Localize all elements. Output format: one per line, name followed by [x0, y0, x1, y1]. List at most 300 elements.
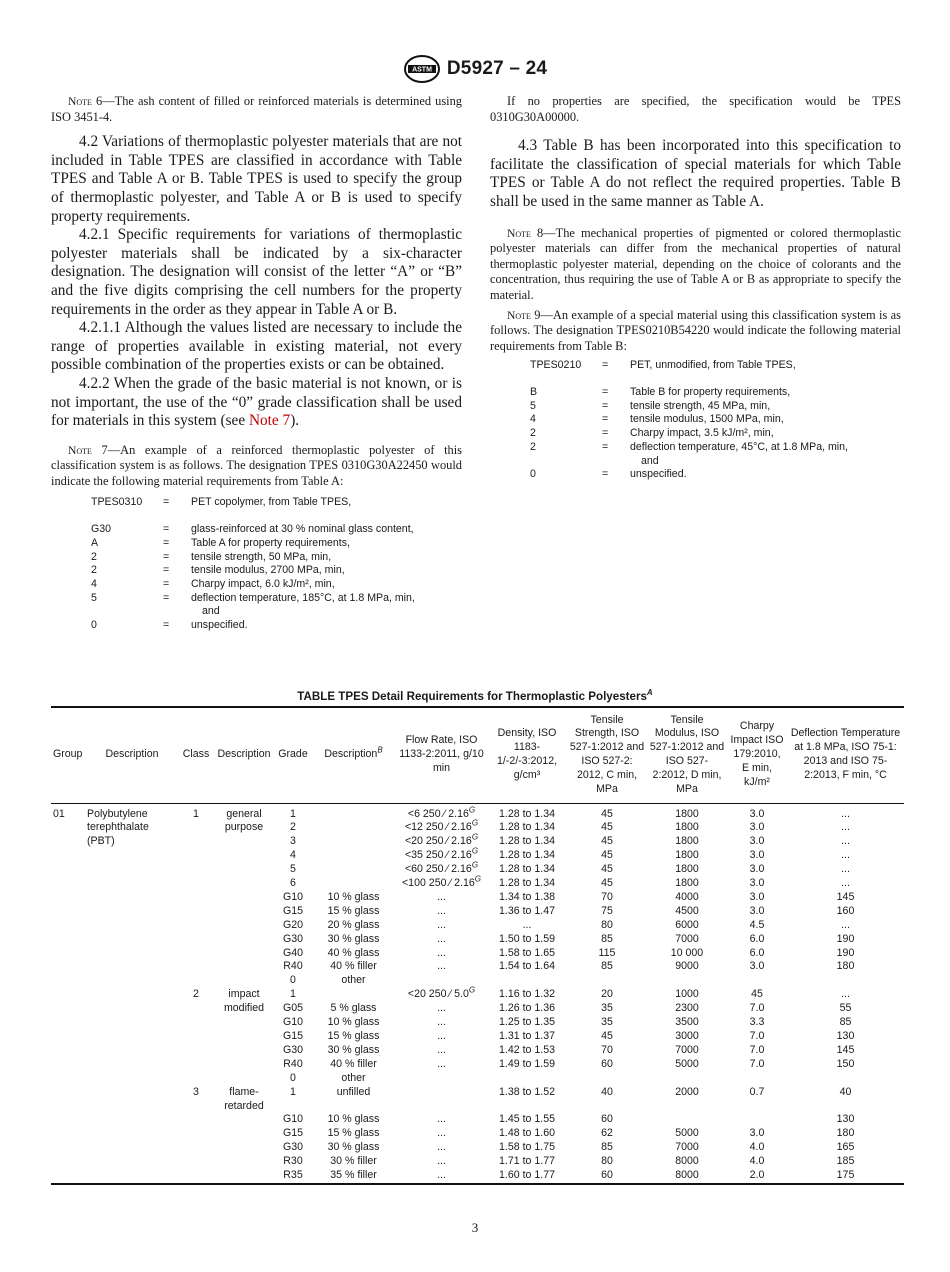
designation-row: and: [202, 605, 220, 618]
cell-grade: [275, 1100, 311, 1114]
cell-flow-rate: ...: [437, 1016, 446, 1029]
cell-tensile-strength: 70: [601, 890, 613, 903]
col-header-charpy-impact: Charpy Impact ISO 179:2010, E min, kJ/m²: [730, 720, 784, 789]
cell-grade: 1: [290, 988, 296, 1001]
cell-tensile-strength: 85: [601, 960, 613, 973]
cell-grade-description: unfilled: [336, 1085, 371, 1098]
col-header-group: Group: [53, 748, 83, 761]
cell-group: [51, 1072, 85, 1086]
note-9: Note 9—An example of a special material using this classification system is as follows. The designation TPES0210B54220 would indicate the following material requirements from Table B:: [490, 307, 901, 353]
cell-class: [179, 849, 213, 863]
cell-class: [179, 1016, 213, 1030]
cell-deflection-temperature: 55: [839, 1002, 852, 1015]
cell-class-description: [213, 1058, 275, 1072]
cell-flow-rate: ...: [437, 1057, 446, 1070]
cell-tensile-strength: 45: [601, 835, 613, 848]
cell-class: 2: [193, 988, 199, 1001]
cell-density: 1.31 to 1.37: [499, 1030, 555, 1042]
cell-group: [51, 947, 85, 961]
cell-group-description: [85, 1030, 179, 1044]
cell-tensile-modulus: 1800: [675, 849, 699, 862]
cell-density: [487, 1100, 567, 1114]
cell-tensile-strength: 45: [601, 1030, 613, 1042]
cell-tensile-strength: 40: [601, 1085, 613, 1098]
cell-class: [179, 835, 213, 849]
cell-class-description: modified: [223, 1002, 265, 1015]
section-4-2-2: 4.2.2 When the grade of the basic material is not known, or is not important, the use of the “0” grade classification shall be used for materials in this system (see Note 7).: [51, 374, 462, 430]
cell-charpy-impact: 3.3: [749, 1016, 765, 1029]
cell-flow-rate: <12 250 ⁄ $2.16^G$: [404, 818, 479, 834]
designation-list-b: [490, 359, 901, 482]
cell-flow-rate: ...: [437, 960, 446, 973]
col-header-grade-description: Description$^B$: [324, 745, 383, 761]
cell-group: [51, 988, 85, 1002]
cell-group-description: (PBT): [87, 835, 115, 848]
cell-tensile-strength: 80: [601, 1155, 613, 1168]
cell-class: [179, 947, 213, 961]
cell-density: 1.28 to 1.34: [499, 877, 555, 890]
designation-row: 0 = unspecified.: [530, 468, 687, 481]
cell-class: [179, 1044, 213, 1058]
cell-flow-rate: ...: [437, 890, 446, 903]
cell-group-description: [85, 933, 179, 947]
cell-group-description: terephthalate: [87, 821, 149, 834]
cell-tensile-modulus: 8000: [675, 1169, 699, 1182]
cell-deflection-temperature: 145: [836, 890, 855, 903]
cell-density: 1.48 to 1.60: [499, 1127, 555, 1140]
cell-group-description: [85, 891, 179, 905]
col-header-grade: Grade: [278, 748, 308, 761]
cell-group: 01: [53, 807, 65, 820]
cell-deflection-temperature: 145: [836, 1043, 855, 1056]
cell-group: [51, 1141, 85, 1155]
cell-class: [179, 821, 213, 835]
table-row: [51, 1002, 904, 1016]
cell-deflection-temperature: ...: [841, 877, 850, 890]
cell-density: 1.71 to 1.77: [499, 1155, 555, 1168]
table-row: [51, 1169, 904, 1184]
cell-tensile-modulus: 1800: [675, 835, 699, 848]
cell-class: [179, 905, 213, 919]
cell-density: 1.28 to 1.34: [499, 807, 555, 820]
cell-class: [179, 919, 213, 933]
cell-density: ...: [522, 918, 532, 931]
cell-charpy-impact: 6.0: [749, 946, 765, 959]
cell-charpy-impact: 3.0: [749, 835, 765, 848]
cell-tensile-strength: 115: [598, 946, 616, 959]
cell-density: 1.26 to 1.36: [499, 1002, 555, 1015]
cell-class-description: [213, 1016, 275, 1030]
cell-charpy-impact: [727, 1072, 787, 1086]
cell-grade-description: 30 % filler: [330, 1155, 377, 1168]
page-number: 3: [471, 1220, 479, 1235]
cell-class-description: [213, 960, 275, 974]
cell-grade: R35: [283, 1169, 303, 1182]
cell-grade-description: [311, 835, 396, 849]
cell-density: 1.25 to 1.35: [499, 1016, 555, 1029]
cell-tensile-modulus: 2000: [675, 1085, 699, 1098]
designation-row: B = Table B for property requirements,: [530, 386, 791, 399]
cell-class-description: [213, 1044, 275, 1058]
designation-row: 2 = Charpy impact, 3.5 kJ/m², min,: [530, 427, 774, 440]
cell-group: [51, 933, 85, 947]
cell-group-description: [85, 1141, 179, 1155]
cell-flow-rate: ...: [437, 1113, 446, 1126]
cell-group-description: [85, 1100, 179, 1114]
cell-flow-rate: <20 250 ⁄ $5.0^G$: [407, 985, 476, 1001]
cell-charpy-impact: 3.0: [749, 863, 765, 876]
cell-tensile-strength: 35: [601, 1016, 613, 1029]
cell-deflection-temperature: [787, 974, 904, 988]
cell-group-description: [85, 905, 179, 919]
table-header-row: [51, 707, 904, 803]
cell-group: [51, 905, 85, 919]
note-7: Note 7—An example of a reinforced thermoplastic polyester of this classification system is as follows. The designation TPES 0310G30A22450 would indicate the following material requirements from Table A:: [51, 442, 462, 488]
table-row: [51, 1100, 904, 1114]
astm-logo-text: ASTM: [411, 66, 432, 74]
tpes-table: [51, 706, 904, 1185]
cell-group: [51, 1086, 85, 1100]
designation-row: TPES0310 = PET copolymer, from Table TPES,: [91, 496, 352, 509]
cell-grade: R40: [283, 960, 303, 973]
cell-tensile-modulus: 1000: [675, 988, 699, 1001]
cell-tensile-modulus: [647, 974, 727, 988]
table-row: [51, 1113, 904, 1127]
cell-density: 1.16 to 1.32: [499, 988, 555, 1001]
table-row: [51, 905, 904, 919]
cell-density: 1.28 to 1.34: [499, 863, 555, 876]
cell-group-description: [85, 919, 179, 933]
table-row: [51, 1058, 904, 1072]
cell-tensile-strength: 45: [601, 863, 613, 876]
cell-tensile-strength: 60: [601, 1113, 613, 1126]
cell-grade-description: 40 % filler: [330, 1057, 377, 1070]
col-header-description: Description: [105, 748, 159, 761]
cell-charpy-impact: 4.5: [749, 918, 765, 931]
table-row: [51, 974, 904, 988]
cell-tensile-modulus: 5000: [675, 1127, 699, 1140]
designation-list-a: [51, 496, 462, 632]
cell-class-description: [213, 849, 275, 863]
cell-flow-rate: <20 250 ⁄ $2.16^G$: [404, 832, 479, 848]
designation-row: 2 = tensile modulus, 2700 MPa, min,: [91, 564, 345, 577]
cell-grade-description: 30 % glass: [327, 1141, 380, 1154]
cell-group-description: Polybutylene: [87, 807, 148, 820]
cell-tensile-strength: 62: [601, 1127, 613, 1140]
cell-group-description: [85, 1127, 179, 1141]
cell-class-description: [213, 863, 275, 877]
cell-grade-description: 40 % glass: [327, 946, 380, 959]
cell-tensile-strength: 60: [601, 1057, 613, 1070]
cell-group: [51, 974, 85, 988]
cell-deflection-temperature: ...: [841, 835, 850, 848]
cell-group: [51, 1002, 85, 1016]
cell-tensile-modulus: 1800: [675, 863, 699, 876]
cell-group: [51, 849, 85, 863]
cell-class: [179, 1058, 213, 1072]
table-row: [51, 947, 904, 961]
document-id: D5927 – 24: [446, 58, 548, 79]
note-7-link[interactable]: Note 7: [248, 412, 291, 430]
cell-class: [179, 1113, 213, 1127]
table-row: [51, 1072, 904, 1086]
cell-grade-description: 10 % glass: [327, 1113, 380, 1126]
cell-tensile-modulus: [647, 1072, 727, 1086]
designation-row: 5 = deflection temperature, 185°C, at 1.8 MPa, min,: [91, 591, 415, 604]
cell-density: 1.36 to 1.47: [499, 904, 555, 917]
cell-group-description: [85, 1058, 179, 1072]
cell-tensile-modulus: 1800: [675, 807, 699, 820]
cell-flow-rate: ...: [437, 1043, 446, 1056]
cell-grade-description: other: [341, 1071, 366, 1084]
cell-grade: 2: [290, 821, 296, 834]
astm-logo-icon: [403, 54, 441, 84]
cell-grade-description: [311, 863, 396, 877]
cell-class-description: retarded: [224, 1099, 264, 1112]
cell-flow-rate: ...: [437, 1030, 446, 1042]
cell-class: [179, 1155, 213, 1169]
cell-grade-description: [311, 1100, 396, 1114]
cell-class-description: impact: [228, 988, 260, 1001]
cell-group-description: [85, 1113, 179, 1127]
cell-flow-rate: ...: [437, 1002, 446, 1015]
cell-charpy-impact: 3.0: [749, 821, 765, 834]
cell-class-description: [213, 1113, 275, 1127]
cell-group: [51, 1030, 85, 1044]
cell-class-description: [213, 933, 275, 947]
cell-class: [179, 1072, 213, 1086]
cell-density: 1.28 to 1.34: [499, 821, 555, 834]
col-header-tensile-strength: Tensile Strength, ISO 527-1:2012 and ISO 527-2: 2012, C min, MPa: [569, 713, 645, 796]
designation-row: A = Table A for property requirements,: [91, 536, 350, 549]
cell-density: [487, 1072, 567, 1086]
cell-flow-rate: ...: [437, 932, 446, 945]
cell-group: [51, 1016, 85, 1030]
cell-tensile-strength: 85: [601, 1141, 613, 1154]
cell-density: 1.58 to 1.75: [499, 1141, 555, 1154]
table-body: [51, 803, 904, 1184]
cell-charpy-impact: 4.0: [749, 1141, 765, 1154]
cell-deflection-temperature: [787, 1072, 904, 1086]
cell-tensile-strength: 80: [601, 918, 613, 931]
cell-class: [179, 1100, 213, 1114]
cell-density: 1.49 to 1.59: [499, 1057, 555, 1070]
cell-charpy-impact: 3.0: [749, 890, 765, 903]
col-header-density: Density, ISO 1183-1/-2/-3:2012, g/cm³: [496, 727, 558, 782]
cell-density: 1.28 to 1.34: [499, 835, 555, 848]
cell-group: [51, 960, 85, 974]
cell-tensile-modulus: 2300: [675, 1002, 699, 1015]
cell-charpy-impact: 3.0: [749, 849, 765, 862]
cell-group-description: [85, 1169, 179, 1184]
cell-group-description: [85, 863, 179, 877]
cell-grade: 1: [290, 807, 296, 820]
note-6: Note 6—The ash content of filled or reinforced materials is determined using ISO 3451-4.: [51, 94, 462, 124]
cell-grade: G10: [282, 1113, 304, 1126]
cell-grade-description: [311, 988, 396, 1002]
section-4-2: 4.2 Variations of thermoplastic polyester materials that are not included in Table TPES are classified in accordance with Table TPES and Table A or B. Table TPES is used to specify the group of thermoplastic polyester, and Table A or B is used to specify property requirements.: [51, 133, 462, 225]
cell-tensile-modulus: 7000: [675, 1141, 699, 1154]
cell-charpy-impact: 3.0: [749, 1127, 765, 1140]
cell-charpy-impact: 7.0: [749, 1043, 765, 1056]
cell-tensile-modulus: [647, 1113, 727, 1127]
designation-row: and: [641, 454, 659, 467]
designation-row: 4 = Charpy impact, 6.0 kJ/m², min,: [91, 577, 335, 590]
cell-flow-rate: ...: [437, 1127, 446, 1140]
cell-class: [179, 891, 213, 905]
cell-grade-description: 5 % glass: [330, 1002, 377, 1015]
cell-tensile-modulus: 1800: [675, 877, 699, 890]
cell-grade: G30: [282, 1141, 304, 1154]
cell-tensile-modulus: 3000: [675, 1030, 699, 1042]
designation-row: G30 = glass-reinforced at 30 % nominal glass content,: [91, 523, 414, 536]
cell-grade: 6: [290, 877, 296, 890]
cell-tensile-strength: 75: [601, 904, 613, 917]
cell-grade-description: 10 % glass: [327, 890, 380, 903]
cell-flow-rate: ...: [437, 946, 446, 959]
cell-charpy-impact: 2.0: [749, 1169, 765, 1182]
cell-grade-description: [311, 849, 396, 863]
table-row: [51, 877, 904, 891]
cell-class-description: [213, 1127, 275, 1141]
cell-charpy-impact: 3.0: [749, 877, 765, 890]
designation-row: 2 = deflection temperature, 45°C, at 1.8 MPa, min,: [530, 440, 848, 453]
cell-grade-description: 35 % filler: [330, 1169, 377, 1182]
cell-charpy-impact: 3.0: [749, 904, 765, 917]
cell-group: [51, 1058, 85, 1072]
cell-grade-description: 40 % filler: [330, 960, 377, 973]
cell-deflection-temperature: 185: [836, 1155, 855, 1168]
cell-group-description: [85, 960, 179, 974]
cell-group-description: [85, 988, 179, 1002]
cell-charpy-impact: 3.0: [749, 960, 765, 973]
cell-group: [51, 863, 85, 877]
cell-tensile-strength: 45: [601, 821, 613, 834]
cell-flow-rate: <35 250 ⁄ $2.16^G$: [404, 846, 479, 862]
cell-class: 3: [193, 1085, 199, 1098]
table-row: [51, 919, 904, 933]
cell-grade: R40: [283, 1057, 303, 1070]
cell-deflection-temperature: ...: [841, 918, 850, 931]
cell-group: [51, 835, 85, 849]
cell-tensile-strength: 60: [601, 1169, 613, 1182]
cell-charpy-impact: 45: [751, 988, 763, 1001]
cell-deflection-temperature: ...: [841, 807, 850, 820]
cell-tensile-modulus: 7000: [675, 932, 699, 945]
cell-class-description: flame-: [229, 1085, 259, 1098]
left-column: [51, 94, 462, 633]
section-4-2-1: 4.2.1 Specific requirements for variations of thermoplastic polyester materials shall be indicated by a six-character designation. The designation will consist of the letter “A” or “B” and the five digits comprising the cell numbers for the property requirements in the order as they appear in Table A or B.: [51, 226, 462, 318]
cell-density: 1.28 to 1.34: [499, 849, 555, 862]
cell-charpy-impact: 7.0: [749, 1002, 765, 1015]
cell-deflection-temperature: 190: [836, 946, 855, 959]
cell-grade: G05: [282, 1002, 304, 1015]
col-header-class-description: Description: [217, 748, 271, 761]
cell-grade: 3: [290, 835, 296, 848]
cell-grade-description: other: [341, 974, 366, 987]
cell-deflection-temperature: 130: [836, 1030, 855, 1042]
cell-grade: G20: [282, 918, 304, 931]
table-row: [51, 1141, 904, 1155]
table-row: [51, 1016, 904, 1030]
cell-deflection-temperature: 40: [839, 1085, 852, 1098]
cell-grade-description: 20 % glass: [327, 918, 380, 931]
col-header-class: Class: [182, 748, 210, 761]
cell-grade: 4: [290, 849, 296, 862]
cell-deflection-temperature: 150: [836, 1057, 855, 1070]
designation-row: TPES0210 = PET, unmodified, from Table TPES,: [530, 359, 796, 372]
cell-tensile-modulus: 3500: [675, 1016, 699, 1029]
cell-grade-description: [311, 821, 396, 835]
cell-tensile-strength: 85: [601, 932, 613, 945]
cell-density: 1.58 to 1.65: [499, 946, 555, 959]
section-4-2-1-1: 4.2.1.1 Although the values listed are necessary to include the range of properties available in existing material, not every possible combination of the properties exists or can be obtained.: [51, 319, 462, 374]
cell-group: [51, 1113, 85, 1127]
cell-flow-rate: ...: [437, 1155, 446, 1168]
cell-grade: G10: [282, 890, 304, 903]
table-row: [51, 1086, 904, 1100]
cell-class-description: general: [226, 807, 262, 820]
cell-group-description: [85, 1044, 179, 1058]
cell-grade-description: 10 % glass: [327, 1016, 380, 1029]
cell-class-description: [213, 891, 275, 905]
cell-class: [179, 933, 213, 947]
cell-class-description: [213, 1169, 275, 1184]
cell-charpy-impact: 7.0: [749, 1057, 765, 1070]
page-header: [0, 52, 950, 86]
cell-charpy-impact: [727, 974, 787, 988]
cell-charpy-impact: 0.7: [749, 1085, 765, 1098]
cell-flow-rate: ...: [437, 918, 446, 931]
cell-class-description: [213, 1141, 275, 1155]
cell-class-description: [213, 905, 275, 919]
cell-class: [179, 877, 213, 891]
cell-deflection-temperature: ...: [841, 863, 850, 876]
table-title: TABLE TPES Detail Requirements for Thermoplastic Polyesters$^A$: [297, 688, 653, 703]
cell-deflection-temperature: 180: [836, 960, 855, 973]
cell-grade: G15: [282, 904, 304, 917]
cell-tensile-strength: 45: [601, 849, 613, 862]
cell-grade-description: [311, 877, 396, 891]
cell-grade: G30: [282, 932, 304, 945]
cell-tensile-modulus: 7000: [675, 1043, 699, 1056]
table-row: [51, 1044, 904, 1058]
cell-group: [51, 821, 85, 835]
cell-tensile-modulus: 6000: [675, 918, 699, 931]
cell-group: [51, 1169, 85, 1184]
cell-class: 1: [193, 807, 199, 820]
cell-tensile-modulus: 10 000: [670, 946, 704, 959]
cell-tensile-strength: [567, 974, 647, 988]
cell-tensile-strength: 20: [601, 988, 613, 1001]
cell-grade-description: 15 % glass: [327, 1030, 380, 1042]
cell-grade-description: [311, 803, 396, 821]
cell-tensile-strength: [567, 1072, 647, 1086]
cell-class-description: [213, 974, 275, 988]
cell-deflection-temperature: 175: [836, 1169, 855, 1182]
cell-deflection-temperature: ...: [841, 849, 850, 862]
cell-density: 1.60 to 1.77: [499, 1169, 555, 1182]
cell-class: [179, 974, 213, 988]
cell-grade-description: 15 % glass: [327, 904, 380, 917]
cell-deflection-temperature: 130: [836, 1113, 855, 1126]
cell-group: [51, 1127, 85, 1141]
cell-charpy-impact: [727, 1100, 787, 1114]
cell-grade: G40: [282, 946, 304, 959]
cell-grade: 1: [290, 1085, 296, 1098]
cell-flow-rate: [396, 1100, 487, 1114]
cell-flow-rate: [396, 1086, 487, 1100]
